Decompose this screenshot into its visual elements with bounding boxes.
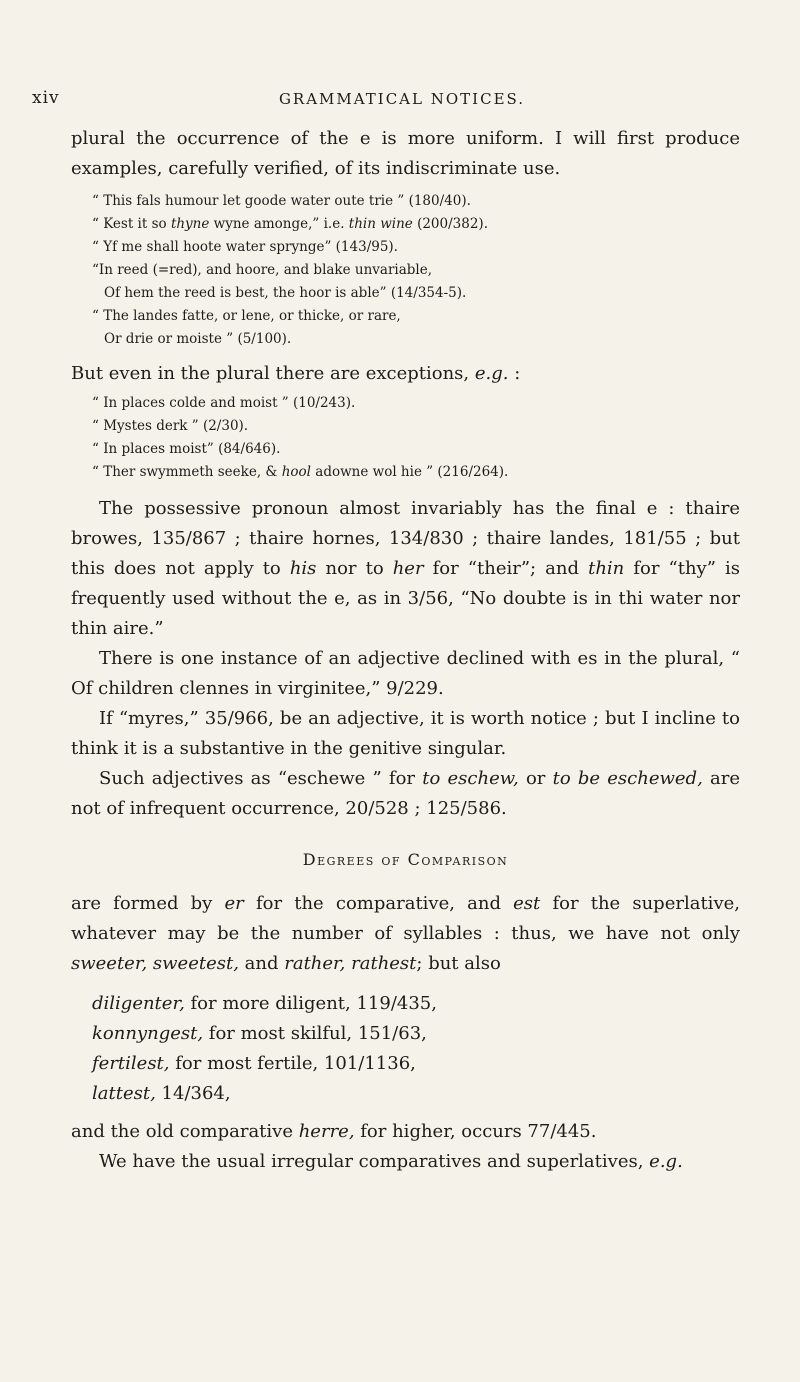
quotation-line: “ This fals humour let goode water oute trie ” (180/40). — [92, 193, 471, 209]
page-header — [32, 88, 772, 112]
quotation-line: “ The landes fatte, or lene, or thicke, or rare, — [92, 308, 401, 324]
quotation-block — [92, 392, 740, 484]
paragraph-irregular: We have the usual irregular comparatives and superlatives, e.g. — [99, 1151, 683, 1172]
quotation-line: Or drie or moiste ” (5/100). — [104, 331, 292, 347]
list-item: konnyngest, for most skilful, 151/63, — [92, 1023, 427, 1044]
body-text — [71, 124, 740, 1177]
quotation-line: “In reed (=red), and hoore, and blake unvariable, — [92, 262, 433, 278]
paragraph-herre: and the old comparative herre, for higher, occurs 77/445. — [71, 1121, 597, 1142]
list-item: fertilest, for most fertile, 101/1136, — [92, 1053, 416, 1074]
quotation-block — [92, 190, 740, 351]
paragraph-myres: If “myres,” 35/966, be an adjective, it is worth notice ; but I incline to think it is a substantive in the genitive singular. — [71, 708, 740, 759]
paragraph-intro — [71, 124, 740, 184]
quotation-line: “ Kest it so thyne wyne amonge,” i.e. thin wine (200/382). — [92, 216, 488, 232]
quotation-line: “ In places colde and moist ” (10/243). — [92, 395, 356, 411]
list-item: lattest, 14/364, — [92, 1083, 231, 1104]
quotation-line: “ In places moist” (84/646). — [92, 441, 281, 457]
quotation-line: “ Yf me shall hoote water sprynge” (143/95). — [92, 239, 398, 255]
page-number: xiv — [32, 88, 60, 108]
quotation-line: Of hem the reed is best, the hoor is able” (14/354-5). — [104, 285, 467, 301]
list-item: diligenter, for more diligent, 119/435, — [92, 993, 437, 1014]
running-title: GRAMMATICAL NOTICES. — [278, 90, 526, 108]
section-heading: Degrees of Comparison — [302, 850, 509, 869]
paragraph-line: plural the occurrence of the e is more uniform. I will first produce — [71, 128, 740, 149]
paragraph-adjective: There is one instance of an adjective declined with es in the plural, “ Of children clennes in virginitee,” 9/229. — [71, 648, 740, 699]
quotation-line: “ Ther swymmeth seeke, & hool adowne wol hie ” (216/264). — [92, 464, 509, 480]
paragraph-eschewe: Such adjectives as “eschewe ” for to eschew, or to be eschewed, are not of infrequent occurrence, 20/528 ; 125/586. — [71, 768, 740, 819]
paragraph-comparison: are formed by er for the comparative, and est for the superlative, whatever may be the number of syllables : thus, we have not only sweeter, sweetest, and rather, rathest; but also — [71, 893, 740, 974]
comparative-list — [92, 989, 740, 1109]
paragraph-possessive: The possessive pronoun almost invariably has the final e : thaire browes, 135/867 ; thaire hornes, 134/830 ; thaire landes, 181/55 ; but this does not apply to his nor to her for “their”; and thin for “thy” is frequently used without the e, as in 3/56, “No doubte is in thi water nor thin aire.” — [71, 498, 740, 639]
paragraph-exceptions: But even in the plural there are exceptions, e.g. : — [71, 363, 521, 384]
paragraph-line: examples, carefully verified, of its indiscriminate use. — [71, 158, 561, 179]
quotation-line: “ Mystes derk ” (2/30). — [92, 418, 249, 434]
